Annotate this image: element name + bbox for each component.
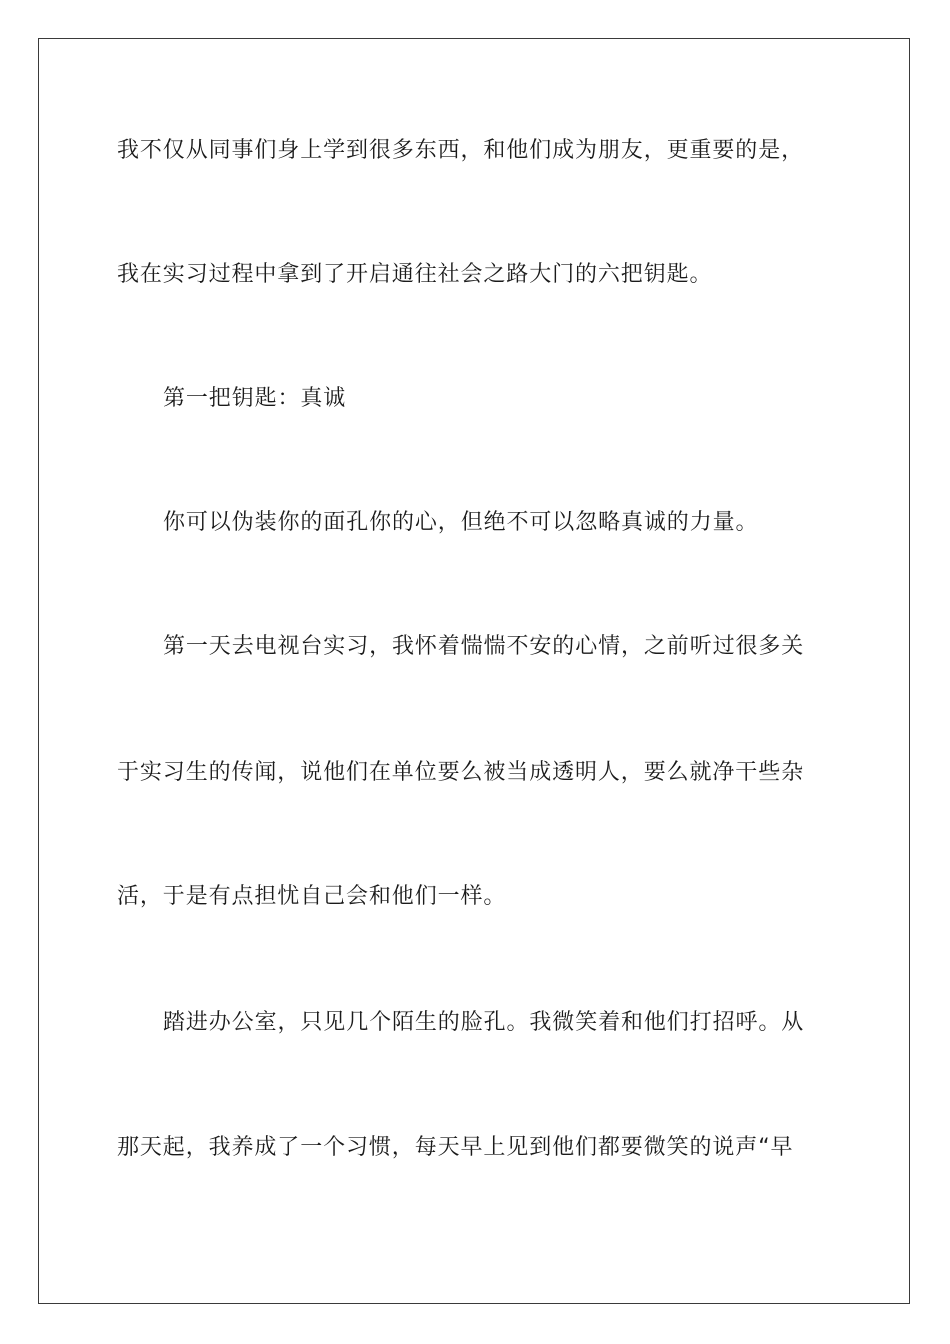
section-heading: 第一把钥匙：真诚 — [163, 386, 347, 411]
text-line: 我不仅从同事们身上学到很多东西，和他们成为朋友，更重要的是， — [117, 138, 805, 163]
text-line: 踏进办公室，只见几个陌生的脸孔。我微笑着和他们打招呼。从 — [163, 1010, 805, 1035]
text-line: 第一天去电视台实习，我怀着惴惴不安的心情，之前听过很多关 — [163, 634, 805, 659]
page-border — [38, 38, 910, 1304]
text-line: 活，于是有点担忧自己会和他们一样。 — [117, 884, 507, 909]
text-line: 我在实习过程中拿到了开启通往社会之路大门的六把钥匙。 — [117, 262, 713, 287]
text-line: 于实习生的传闻，说他们在单位要么被当成透明人，要么就净干些杂 — [117, 760, 805, 785]
text-line: 你可以伪装你的面孔你的心，但绝不可以忽略真诚的力量。 — [163, 510, 759, 535]
text-line: 那天起，我养成了一个习惯，每天早上见到他们都要微笑的说声“早 — [117, 1135, 794, 1160]
